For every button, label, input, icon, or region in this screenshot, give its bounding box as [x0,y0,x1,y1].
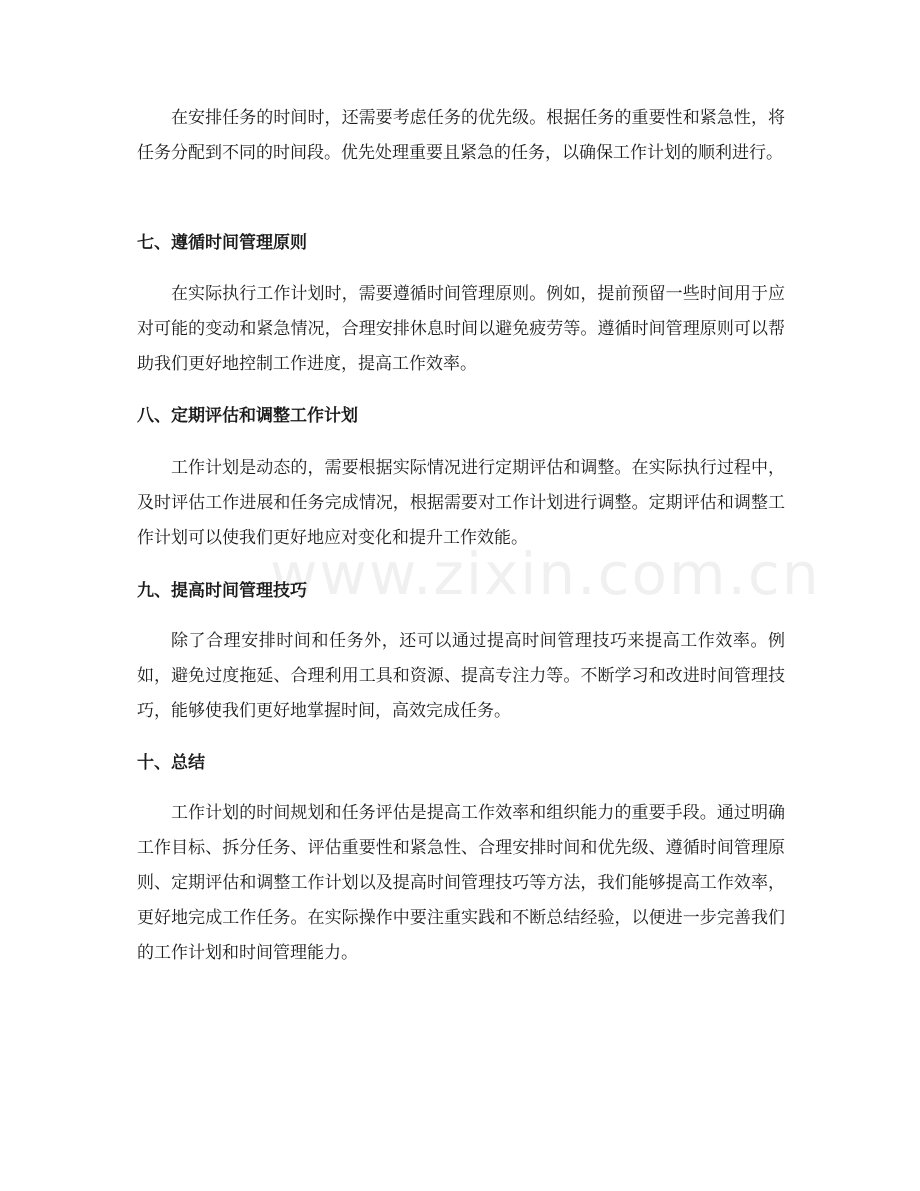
section-heading-8: 八、定期评估和调整工作计划 [137,406,358,426]
paragraph-evaluate-adjust: 工作计划是动态的，需要根据实际情况进行定期评估和调整。在实际执行过程中，及时评估工作进展和任务完成情况，根据需要对工作计划进行调整。定期评估和调整工作计划可以使我们更好地应对变化和提升工作效能。 [137,458,785,548]
paragraph-time-principles: 在实际执行工作计划时，需要遵循时间管理原则。例如，提前预留一些时间用于应对可能的变动和紧急情况，合理安排休息时间以避免疲劳等。遵循时间管理原则可以帮助我们更好地控制工作进度，提高工作效率。 [137,284,785,374]
section-heading-10: 十、总结 [137,753,205,773]
watermark: www.zixin.com.cn [270,540,821,608]
paragraph-task-priority: 在安排任务的时间时，还需要考虑任务的优先级。根据任务的重要性和紧急性，将任务分配到不同的时间段。优先处理重要且紧急的任务，以确保工作计划的顺利进行。 [137,108,785,163]
paragraph-time-skills: 除了合理安排时间和任务外，还可以通过提高时间管理技巧来提高工作效率。例如，避免过度拖延、合理利用工具和资源、提高专注力等。不断学习和改进时间管理技巧，能够使我们更好地掌握时间，高效完成任务。 [137,631,785,721]
section-heading-7: 七、遵循时间管理原则 [137,233,307,253]
section-heading-9: 九、提高时间管理技巧 [137,581,307,601]
paragraph-summary: 工作计划的时间规划和任务评估是提高工作效率和组织能力的重要手段。通过明确工作目标、拆分任务、评估重要性和紧急性、合理安排时间和优先级、遵循时间管理原则、定期评估和调整工作计划以及提高时间管理技巧等方法，我们能够提高工作效率，更好地完成工作任务。在实际操作中要注重实践和不断总结经验，以便进一步完善我们的工作计划和时间管理能力。 [137,803,785,963]
